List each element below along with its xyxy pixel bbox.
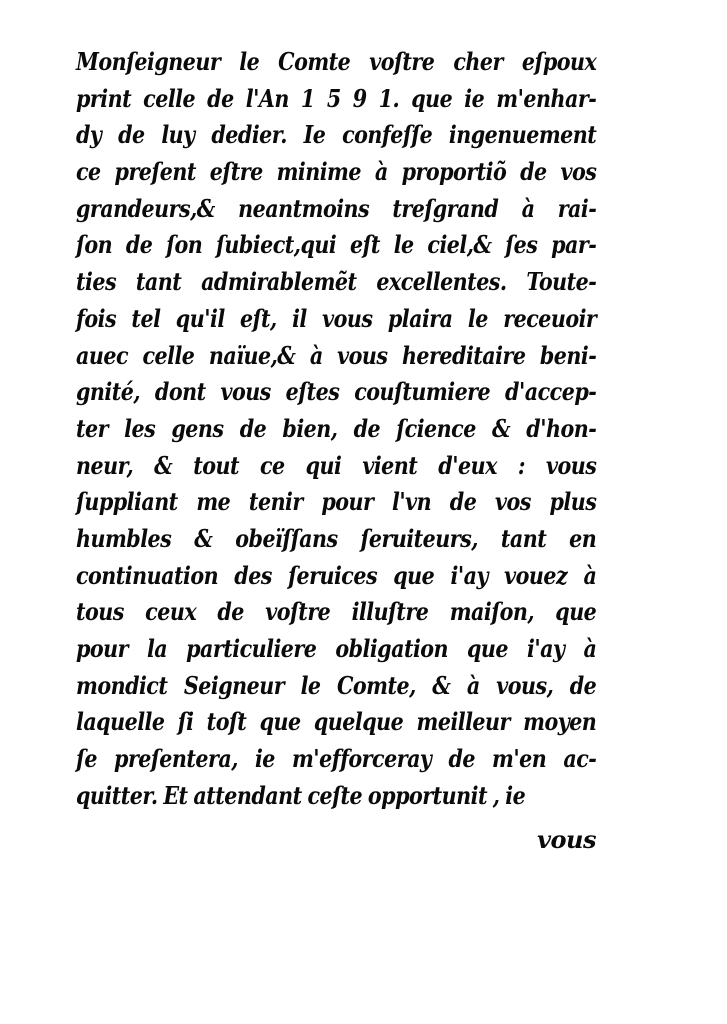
body-text xyxy=(76,44,596,814)
text-line-3: dy de luy dedier. Ie confeſſe ingenuement xyxy=(76,120,597,150)
text-line-11: ter les gens de bien, de ſcience & d'hon- xyxy=(76,413,597,443)
text-line-18: mondict Seigneur le Comte, & à vous, de xyxy=(76,670,597,700)
text-line-8: fois tel qu'il eſt, il vous plaira le receuoir xyxy=(76,303,597,333)
text-line-13: ſuppliant me tenir pour l'vn de vos plus xyxy=(76,487,597,517)
catchword: vous xyxy=(537,825,596,854)
text-line-21: quitter. Et attendant ceſte opportunit , ie xyxy=(76,780,526,810)
text-line-12: neur, & tout ce qui vient d'eux : vous xyxy=(76,450,597,480)
text-line-20: ſe preſentera, ie m'efforceray de m'en ac- xyxy=(76,744,597,774)
text-line-4: ce preſent eſtre minime à proportiõ de vos xyxy=(76,157,597,187)
text-line-9: auec celle naïue,& à vous hereditaire beni- xyxy=(76,340,597,370)
text-line-19: laquelle ſi toſt que quelque meilleur moyen xyxy=(76,707,597,737)
text-line-15: continuation des ſeruices que i'ay vouez à xyxy=(76,560,597,590)
text-line-5: grandeurs,& neantmoins treſgrand à rai- xyxy=(76,193,597,223)
text-line-14: humbles & obeïſſans ſeruiteurs, tant en xyxy=(76,523,597,553)
text-line-7: ties tant admirablemẽt excellentes. Toute- xyxy=(76,267,597,297)
text-line-17: pour la particuliere obligation que i'ay à xyxy=(76,634,597,663)
text-line-16: tous ceux de voſtre illuſtre maiſon, que xyxy=(76,597,597,627)
text-line-6: ſon de ſon ſubiect,qui eſt le ciel,& ſes par- xyxy=(76,230,597,260)
text-line-10: gnité, dont vous eſtes couſtumiere d'accep- xyxy=(76,377,597,407)
text-line-1: Monſeigneur le Comte voſtre cher eſpoux xyxy=(76,47,597,76)
text-line-2: print celle de l'An 1 5 9 1. que ie m'enhar- xyxy=(76,83,597,113)
